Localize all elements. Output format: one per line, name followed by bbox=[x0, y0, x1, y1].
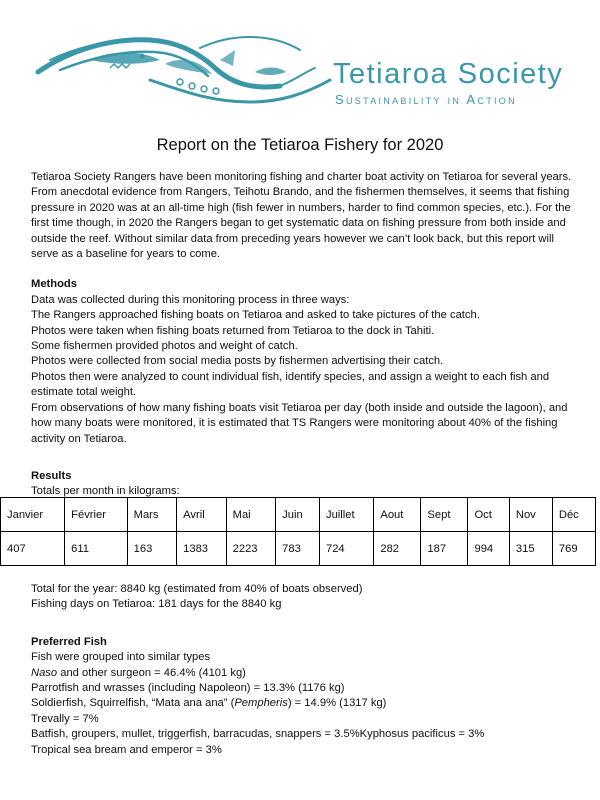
month-cell: Mars bbox=[127, 498, 177, 532]
value-cell: 2223 bbox=[226, 532, 276, 566]
naso-genus: Naso bbox=[31, 666, 58, 679]
preferred-fish-heading: Preferred Fish bbox=[31, 635, 107, 648]
table-row bbox=[1, 532, 596, 566]
soldierfish-line bbox=[31, 696, 576, 711]
results-summary bbox=[31, 582, 576, 758]
methods-line: Photos were taken when fishing boats returned from Tetiaroa to the dock in Tahiti. bbox=[31, 324, 435, 337]
methods-heading: Methods bbox=[31, 278, 77, 291]
value-cell: 611 bbox=[65, 532, 127, 566]
methods-line: Photos then were analyzed to count individual fish, identify species, and assign a weight to each fish and estimate total weight. bbox=[31, 370, 550, 399]
results-heading: Results bbox=[31, 469, 72, 482]
sea-bream-line: Tropical sea bream and emperor = 3% bbox=[31, 743, 222, 756]
month-cell: Oct bbox=[468, 498, 509, 532]
value-cell: 724 bbox=[319, 532, 373, 566]
naso-value: and other surgeon = 46.4% (4101 kg) bbox=[57, 666, 246, 679]
methods-line: The Rangers approached fishing boats on Tetiaroa and asked to take pictures of the catch. bbox=[31, 309, 480, 322]
value-cell: 282 bbox=[374, 532, 421, 566]
letterhead bbox=[0, 0, 600, 120]
methods-line: From observations of how many fishing boats visit Tetiaroa per day (both inside and outside the lagoon), and how many boats were monitored, it is estimated that TS Rangers were monitoring about 40% of the fishing activity on Tetiaroa. bbox=[31, 401, 568, 445]
table-header-row bbox=[1, 498, 596, 532]
value-cell: 163 bbox=[127, 532, 177, 566]
month-cell: Aout bbox=[374, 498, 421, 532]
results-subheading: Totals per month in kilograms: bbox=[31, 485, 180, 498]
report-body bbox=[31, 170, 576, 500]
value-cell: 994 bbox=[468, 532, 509, 566]
month-cell: Mai bbox=[226, 498, 276, 532]
parrotfish-line: Parrotfish and wrasses (including Napoleon) = 13.3% (1176 kg) bbox=[31, 682, 345, 695]
month-cell: Nov bbox=[509, 498, 552, 532]
value-cell: 769 bbox=[552, 532, 595, 566]
methods-line: Data was collected during this monitoring process in three ways: bbox=[31, 293, 350, 306]
naso-line bbox=[31, 666, 576, 681]
trevally-line: Trevally = 7% bbox=[31, 712, 99, 725]
org-name: Tetiaroa Society bbox=[333, 58, 564, 90]
pempheris-genus: Pempheris bbox=[234, 697, 288, 710]
report-title: Report on the Tetiaroa Fishery for 2020 bbox=[156, 136, 444, 154]
soldierfish-text: Soldierfish, Squirrelfish, “Mata ana ana” ( bbox=[31, 697, 235, 710]
intro-paragraph: Tetiaroa Society Rangers have been monitoring fishing and charter boat activity on Tetiaroa for several years. From anecdotal evidence from Rangers, Teihotu Brando, and the fishermen themselves, it seems that fishing pressure in 2020 was at an all-time high (fish fewer in numbers, harder to find common species, etc.). For the first time though, in 2020 the Rangers began to get systematic data on fishing pressure from both inside and outside the reef. Without similar data from preceding years however we can’t look back, but this report will serve as a baseline for years to come. bbox=[31, 171, 572, 261]
value-cell: 783 bbox=[276, 532, 320, 566]
methods-line: Some fishermen provided photos and weight of catch. bbox=[31, 340, 298, 353]
fishing-days-line: Fishing days on Tetiaroa: 181 days for the 8840 kg bbox=[31, 598, 282, 611]
total-line: Total for the year: 8840 kg (estimated from 40% of boats observed) bbox=[31, 583, 363, 595]
preferred-intro: Fish were grouped into similar types bbox=[31, 651, 211, 664]
value-cell: 315 bbox=[509, 532, 552, 566]
value-cell: 407 bbox=[1, 532, 65, 566]
org-tagline: Sustainability in Action bbox=[335, 92, 517, 107]
month-cell: Juillet bbox=[319, 498, 373, 532]
monthly-totals-table bbox=[0, 497, 596, 566]
methods-line: Photos were collected from social media posts by fishermen advertising their catch. bbox=[31, 355, 444, 368]
month-cell: Janvier bbox=[1, 498, 65, 532]
value-cell: 187 bbox=[421, 532, 468, 566]
month-cell: Déc bbox=[552, 498, 595, 532]
batfish-line: Batfish, groupers, mullet, triggerfish, barracudas, snappers = 3.5%Kyphosus pacificus = 3% bbox=[31, 728, 485, 741]
month-cell: Février bbox=[65, 498, 127, 532]
fish-wave-logo-icon bbox=[30, 20, 360, 112]
month-cell: Juin bbox=[276, 498, 320, 532]
value-cell: 1383 bbox=[177, 532, 227, 566]
month-cell: Avril bbox=[177, 498, 227, 532]
month-cell: Sept bbox=[421, 498, 468, 532]
soldierfish-value: ) = 14.9% (1317 kg) bbox=[287, 697, 387, 710]
